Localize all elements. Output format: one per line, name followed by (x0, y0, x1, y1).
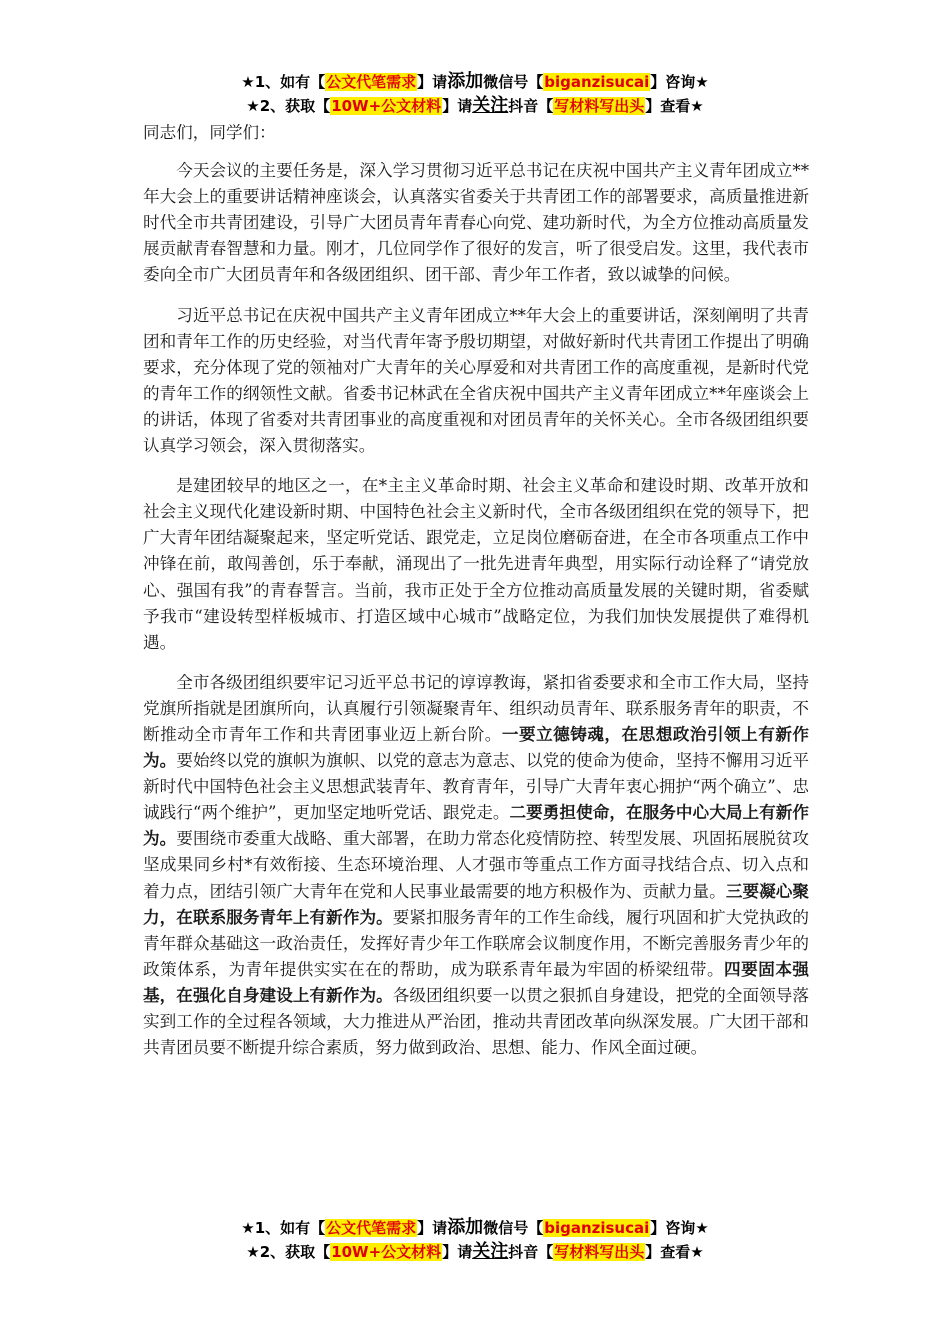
banner-prefix: ★1、如有【 (241, 1219, 326, 1237)
key-point-1: 一要立德铸魂，在思想政治引领上有新作为。 (143, 724, 810, 771)
banner-text: 抖音【 (508, 1243, 554, 1261)
paragraph-3: 是建团较早的地区之一，在*主主义革命时期、社会主义革命和建设时期、改革开放和社会主义现代化建设新时期、中国特色社会主义新时代，全市各级团组织在党的领导下，把广大青年团结凝聚起来，坚定听党话、跟党走，立足岗位磨砺奋进，在全市各项重点工作中冲锋在前，敢闯善创，乐于奉献，涌现出了一批先进青年典型，用实际行动诠释了“请党放心、强国有我”的青春誓言。当前，我市正处于全方位推动高质量发展的关键时期，省委赋予我市“建设转型样板城市、打造区域中心城市”战略定位，为我们加快发展提供了难得机遇。 (143, 476, 809, 652)
banner-highlight-wechat-id: biganzisucai (544, 73, 650, 91)
top-banner (0, 70, 950, 118)
banner-highlight-service: 公文代笔需求 (326, 1219, 417, 1237)
key-point-2: 二要勇担使命，在服务中心大局上有新作为。 (143, 803, 809, 849)
banner-highlight-douyin: 写材料写出头 (554, 1243, 645, 1261)
banner-suffix: 】咨询★ (650, 73, 709, 91)
banner-highlight-douyin: 写材料写出头 (554, 97, 645, 115)
banner-line-1 (0, 1216, 950, 1240)
banner-text: 】请 (417, 73, 448, 91)
banner-text: 抖音【 (508, 97, 554, 115)
paragraph-text: 要紧扣服务青年的工作生命线，履行巩固和扩大党执政的青年群众基础这一政治责任，发挥好青少年工作联席会议制度作用，不断完善服务青少年的政策体系，为青年提供实实在在的帮助，成为联系青年最为牢固的桥梁纽带。 (143, 907, 810, 979)
key-point-3: 三要凝心聚力，在联系服务青年上有新作为。 (143, 881, 810, 927)
key-point-4: 四要固本强基，在强化自身建设上有新作为。 (143, 959, 809, 1005)
banner-text: 微信号【 (483, 73, 544, 91)
banner-suffix: 】查看★ (645, 1243, 704, 1261)
paragraph-text: 要始终以党的旗帜为旗帜、以党的意志为意志、以党的使命为使命，坚持不懈用习近平新时代中国特色社会主义思想武装青年、教育青年，引导广大青年衷心拥护“两个确立”、忠诚践行“两个维护”，更加坚定地听党话、跟党走。 (143, 751, 810, 823)
banner-highlight-materials: 10W+公文材料 (331, 97, 442, 115)
banner-suffix: 】查看★ (645, 97, 704, 115)
document-body (143, 120, 809, 1075)
banner-prefix: ★1、如有【 (241, 73, 326, 91)
paragraph-1: 今天会议的主要任务是，深入学习贯彻习近平总书记在庆祝中国共产主义青年团成立**年大会上的重要讲话精神座谈会，认真落实省委关于共青团工作的部署要求，高质量推进新时代全市共青团建设，引导广大团员青年青春心向党、建功新时代，为全方位推动高质量发展贡献青春智慧和力量。刚才，几位同学作了很好的发言，听了很受启发。这里，我代表市委向全市广大团员青年和各级团组织、团干部、青少年工作者，致以诚挚的问候。 (143, 161, 809, 285)
banner-emphasis: 添加 (447, 1217, 484, 1238)
greeting: 同志们，同学们： (143, 123, 276, 142)
banner-text: 】请 (442, 97, 473, 115)
banner-emphasis: 关注 (472, 1241, 509, 1262)
banner-line-1 (0, 70, 950, 94)
banner-line-2 (0, 94, 950, 118)
banner-emphasis: 关注 (472, 95, 509, 116)
paragraph-text: 要围绕市委重大战略、重大部署，在助力常态化疫情防控、转型发展、巩固拓展脱贫攻坚成果同乡村*有效衔接、生态环境治理、人才强市等重点工作方面寻找结合点、切入点和着力点，团结引领广大青年在党和人民事业最需要的地方积极作为、贡献力量。 (143, 829, 810, 901)
bottom-banner (0, 1216, 950, 1264)
banner-line-2 (0, 1240, 950, 1264)
banner-emphasis: 添加 (447, 71, 484, 92)
banner-text: 】请 (417, 1219, 448, 1237)
banner-prefix: ★2、获取【 (246, 1243, 331, 1261)
paragraph-text: 各级团组织要一以贯之狠抓自身建设，把党的全面领导落实到工作的全过程各领域，大力推进从严治团，推动共青团改革向纵深发展。广大团干部和共青团员要不断提升综合素质，努力做到政治、思想、能力、作风全面过硬。 (143, 985, 810, 1058)
banner-text: 】请 (442, 1243, 473, 1261)
banner-highlight-materials: 10W+公文材料 (331, 1243, 442, 1261)
banner-highlight-wechat-id: biganzisucai (544, 1219, 650, 1237)
paragraph-text: 全市各级团组织要牢记习近平总书记的谆谆教诲，紧扣省委要求和全市工作大局，坚持党旗所指就是团旗所向，认真履行引领凝聚青年、组织动员青年、联系服务青年的职责，不断推动全市青年工作和共青团事业迈上新台阶。 (143, 672, 809, 744)
paragraph-2: 习近平总书记在庆祝中国共产主义青年团成立**年大会上的重要讲话，深刻阐明了共青团和青年工作的历史经验，对当代青年寄予殷切期望，对做好新时代共青团工作提出了明确要求，充分体现了党的领袖对广大青年的关心厚爱和对共青团工作的高度重视，是新时代党的青年工作的纲领性文献。省委书记林武在全省庆祝中国共产主义青年团成立**年座谈会上的讲话，体现了省委对共青团事业的高度重视和对团员青年的关怀关心。全市各级团组织要认真学习领会，深入贯彻落实。 (143, 305, 809, 456)
banner-highlight-service: 公文代笔需求 (326, 73, 417, 91)
banner-text: 微信号【 (483, 1219, 544, 1237)
banner-prefix: ★2、获取【 (246, 97, 331, 115)
paragraph-4 (143, 670, 809, 1061)
banner-suffix: 】咨询★ (650, 1219, 709, 1237)
